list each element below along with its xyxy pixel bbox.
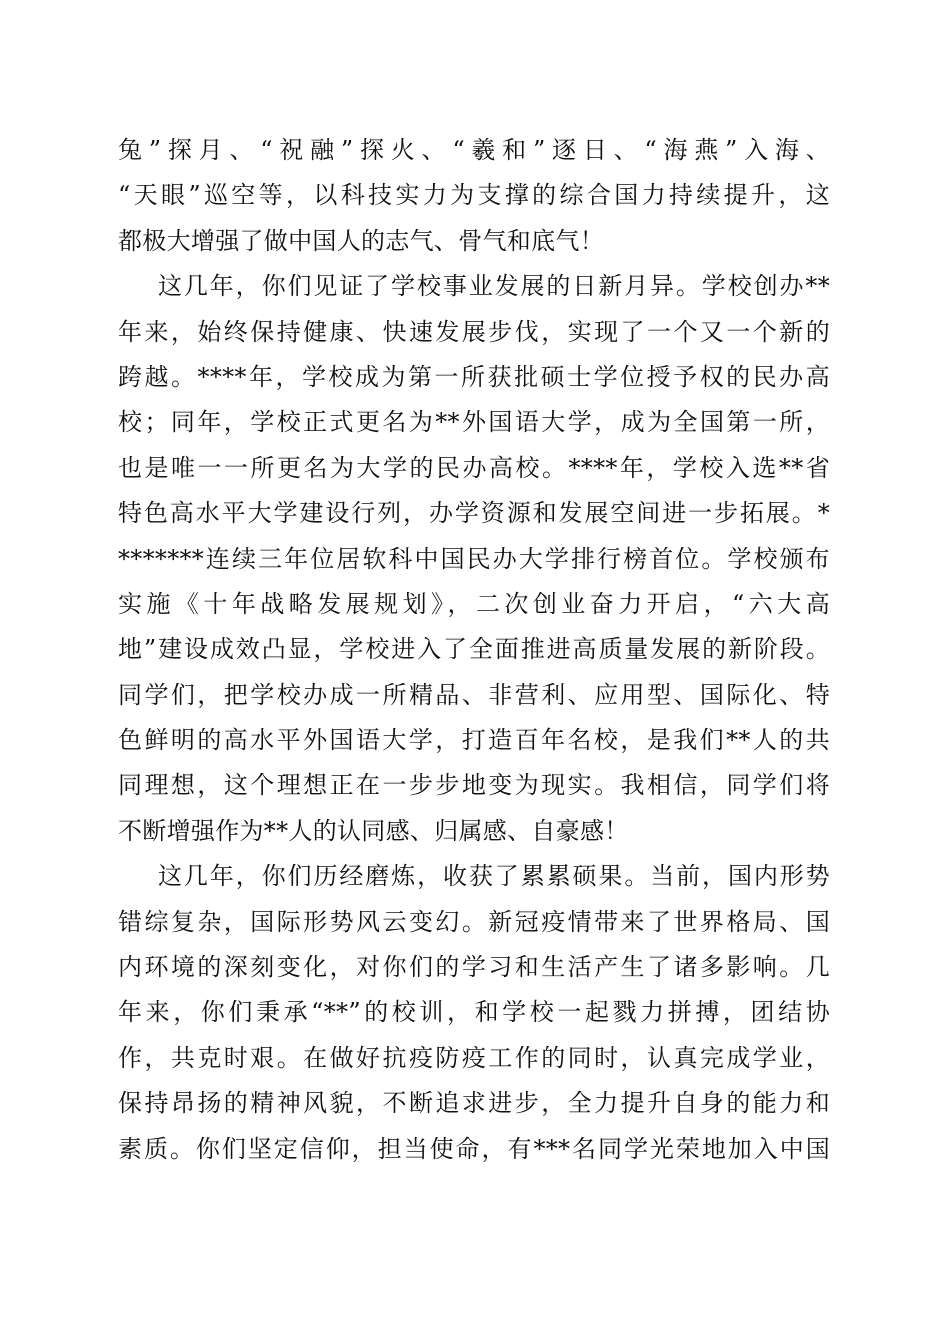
paragraph-3-line-1: 这几年，你们历经磨炼，收获了累累硕果。当前，国内形势 xyxy=(158,862,830,891)
document-body xyxy=(118,128,830,1172)
paragraph-2-line-2: 年来，始终保持健康、快速发展步伐，实现了一个又一个新的 xyxy=(118,317,830,346)
paragraph-2-line-5: 也是唯一一所更名为大学的民办高校。****年，学校入选**省 xyxy=(118,453,830,482)
paragraph-2-line-12: 同理想，这个理想正在一步步地变为现实。我相信，同学们将 xyxy=(118,771,830,800)
paragraph-2-line-11: 色鲜明的高水平外国语大学，打造百年名校，是我们**人的共 xyxy=(118,726,830,755)
paragraph-3-line-2: 错综复杂，国际形势风云变幻。新冠疫情带来了世界格局、国 xyxy=(118,907,830,936)
paragraph-2-line-6: 特色高水平大学建设行列，办学资源和发展空间进一步拓展。* xyxy=(118,499,830,528)
paragraph-2-line-9: 地”建设成效凸显，学校进入了全面推进高质量发展的新阶段。 xyxy=(118,635,830,664)
paragraph-2-line-8: 实施《十年战略发展规划》，二次创业奋力开启，“六大高 xyxy=(118,589,830,618)
paragraph-2-line-7: *******连续三年位居软科中国民办大学排行榜首位。学校颁布 xyxy=(118,544,830,573)
paragraph-3-line-7: 素质。你们坚定信仰，担当使命，有***名同学光荣地加入中国 xyxy=(118,1134,830,1163)
paragraph-1-line-1: 兔”探月、“祝融”探火、“羲和”逐日、“海燕”入海、 xyxy=(118,136,830,164)
paragraph-2-line-1: 这几年，你们见证了学校事业发展的日新月异。学校创办** xyxy=(158,272,830,301)
paragraph-1-line-2: “天眼”巡空等，以科技实力为支撑的综合国力持续提升，这 xyxy=(118,181,830,210)
paragraph-3-line-4: 年来，你们秉承“**”的校训，和学校一起戮力拼搏，团结协 xyxy=(118,998,830,1027)
paragraph-2-line-3: 跨越。****年，学校成为第一所获批硕士学位授予权的民办高 xyxy=(118,362,830,391)
paragraph-2-line-13: 不断增强作为**人的认同感、归属感、自豪感！ xyxy=(118,816,629,845)
paragraph-2-line-4: 校；同年，学校正式更名为**外国语大学，成为全国第一所， xyxy=(118,408,830,437)
paragraph-3-line-6: 保持昂扬的精神风貌，不断追求进步，全力提升自身的能力和 xyxy=(118,1089,830,1118)
paragraph-3-line-3: 内环境的深刻变化，对你们的学习和生活产生了诸多影响。几 xyxy=(118,953,830,982)
paragraph-1-line-3: 都极大增强了做中国人的志气、骨气和底气！ xyxy=(118,226,604,255)
paragraph-3-line-5: 作，共克时艰。在做好抗疫防疫工作的同时，认真完成学业， xyxy=(118,1043,830,1072)
paragraph-2-line-10: 同学们，把学校办成一所精品、非营利、应用型、国际化、特 xyxy=(118,680,830,709)
